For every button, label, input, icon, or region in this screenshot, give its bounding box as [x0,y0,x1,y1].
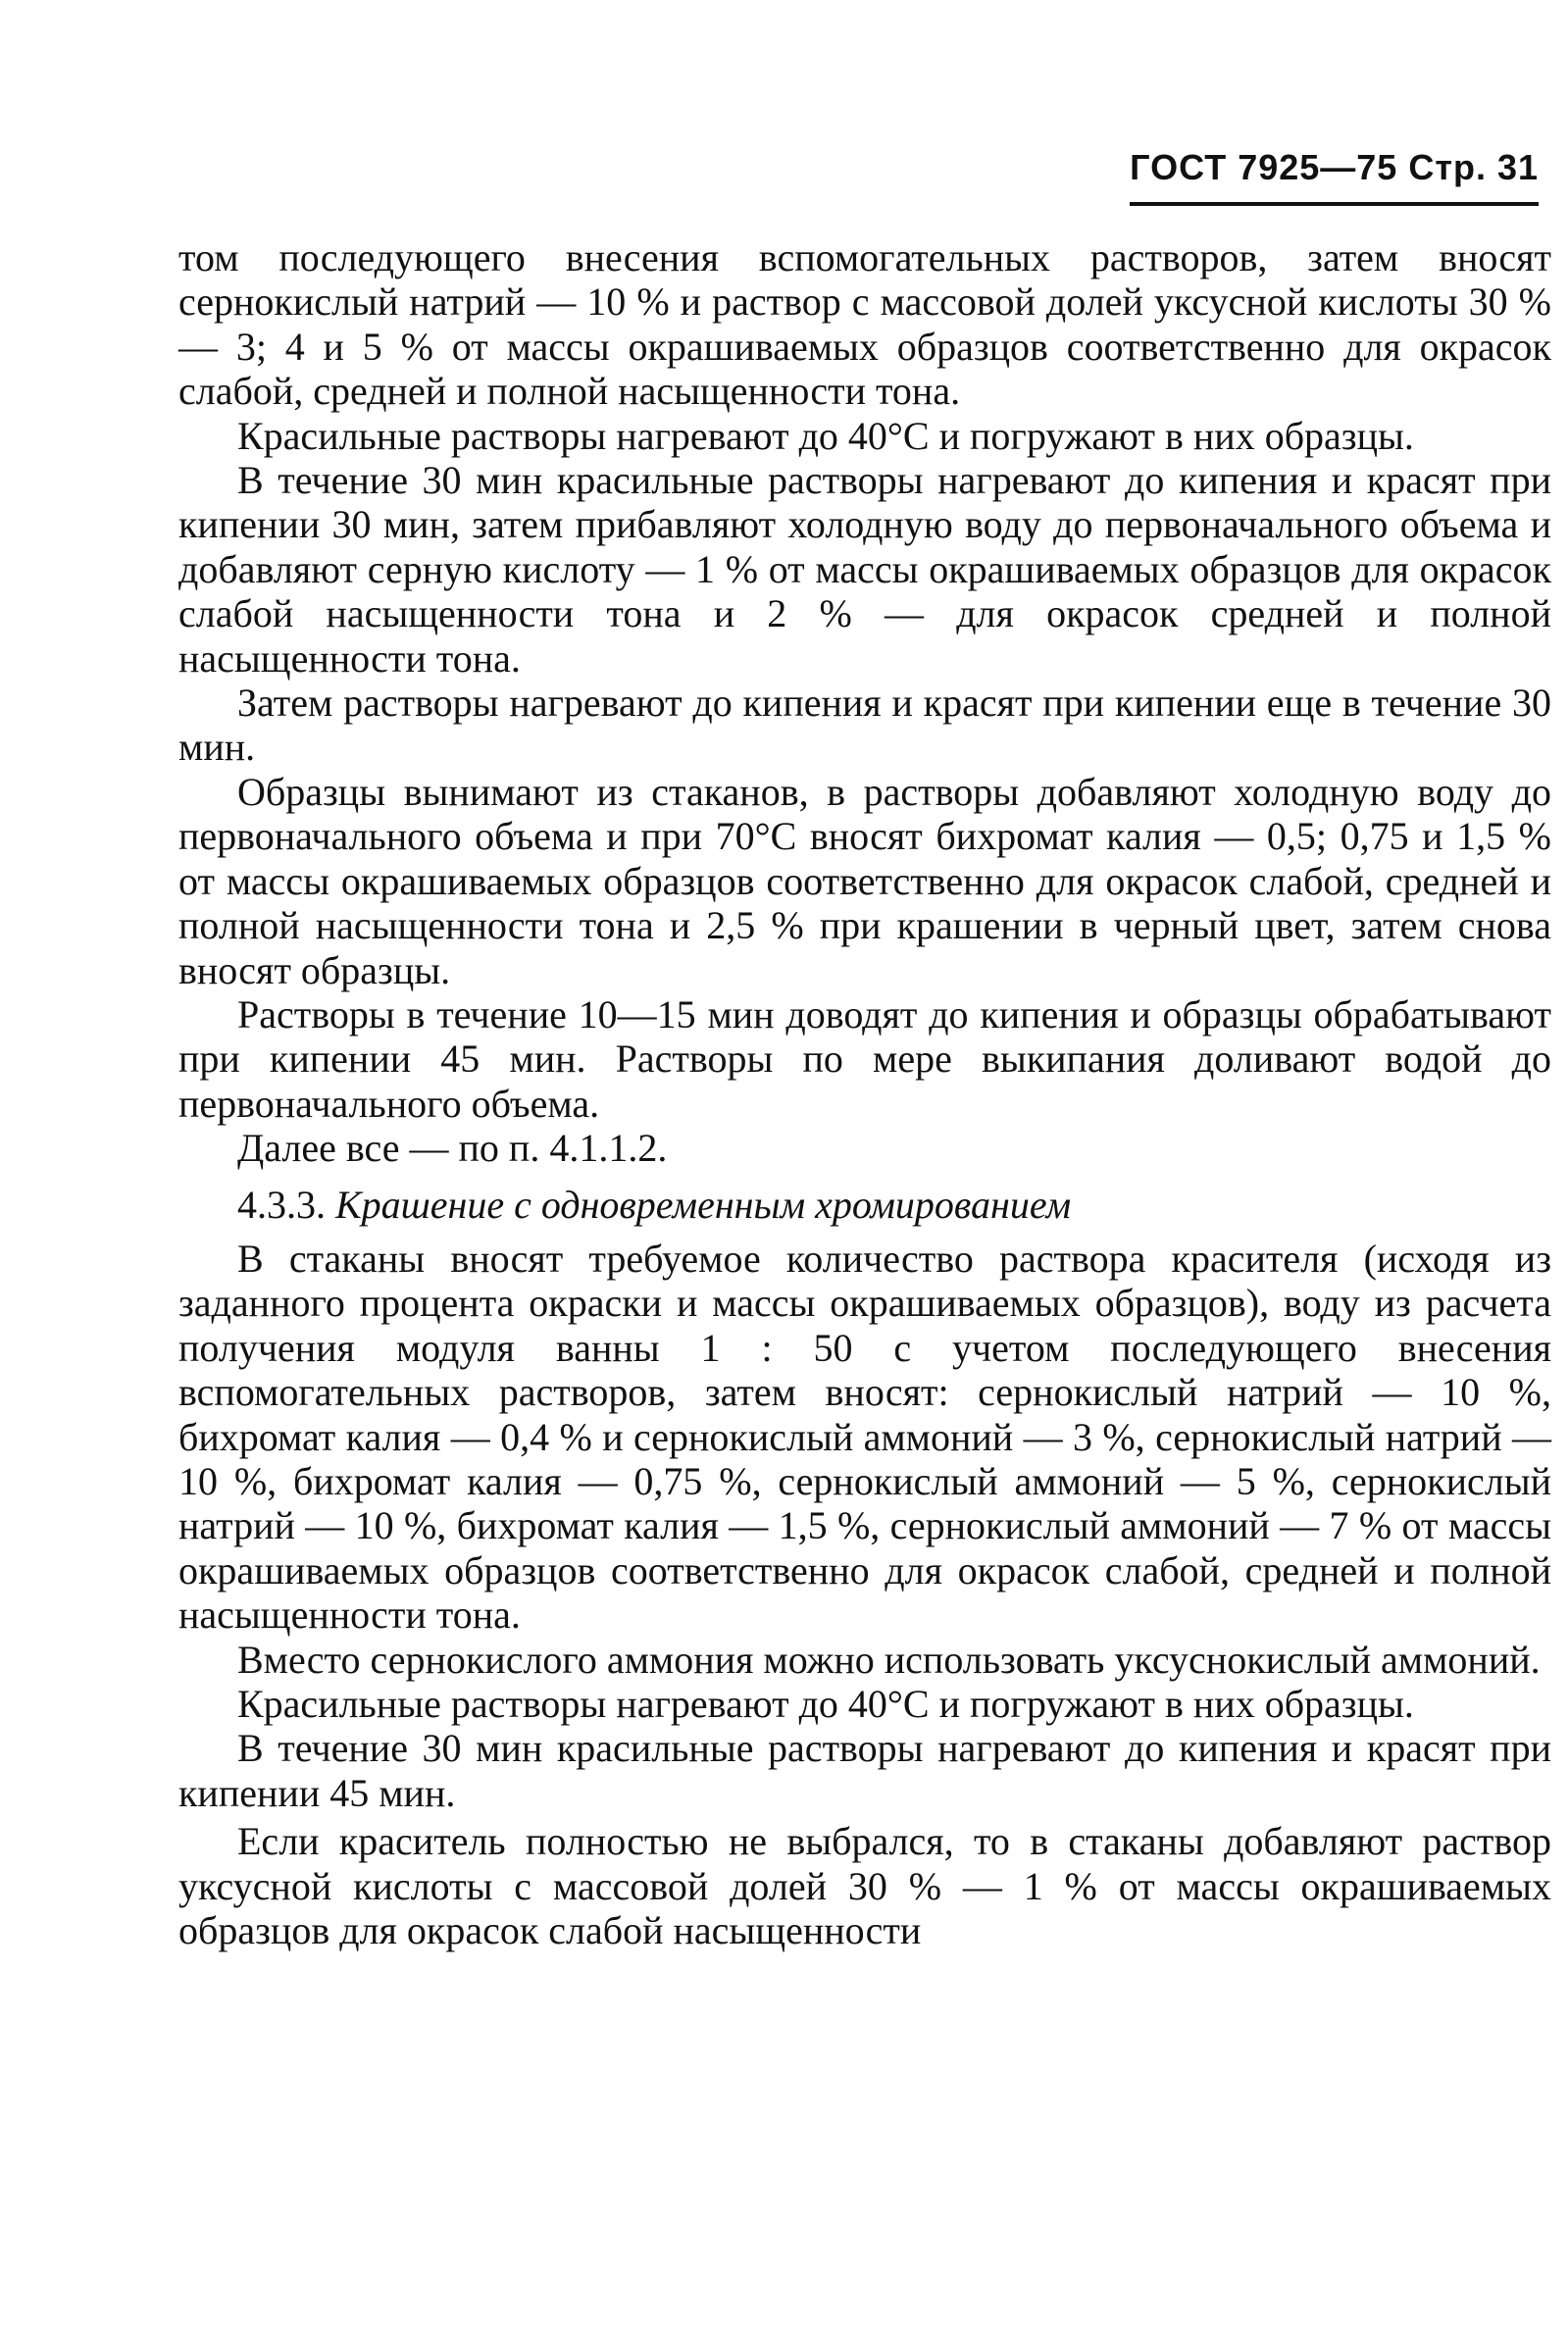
document-body [178,235,1551,1952]
paragraph: Растворы в течение 10—15 мин доводят до кипения и образцы обрабатывают при кипении 45 мин. Растворы по мере выкипания доливают водой до первоначального объема. [178,991,1551,1126]
paragraph: В течение 30 мин красильные растворы нагревают до кипения и красят при кипении 30 мин, затем прибавляют холодную воду до первоначального объема и добавляют серную кислоту — 1 % от массы окрашиваемых образцов для окрасок слабой насыщенности тона и 2 % — для окрасок средней и полной насыщенности тона. [178,458,1551,681]
paragraph: В стаканы вносят требуемое количество раствора красителя (исходя из заданного процента окраски и массы окрашиваемых образцов), воду из расчета получения модуля ванны 1 : 50 с учетом последующего внесения вспомогательных растворов, затем вносят: сернокислый натрий — 10 %, бихромат калия — 0,4 % и сернокислый аммоний — 3 %, сернокислый натрий — 10 %, бихромат калия — 0,75 %, сернокислый аммоний — 5 %, сернокислый натрий — 10 %, бихромат калия — 1,5 %, сернокислый аммоний — 7 % от массы окрашиваемых образцов соответственно для окрасок слабой, средней и полной насыщенности тона. [178,1236,1551,1638]
header-title: ГОСТ 7925—75 Стр. 31 [1130,147,1539,206]
page-header [1130,147,1539,206]
paragraph: Образцы вынимают из стаканов, в растворы добавляют холодную воду до первоначального объема и при 70°С вносят бихромат калия — 0,5; 0,75 и 1,5 % от массы окрашиваемых образцов соответственно для окрасок слабой, средней и полной насыщенности тона и 2,5 % при крашении в черный цвет, затем снова вносят образцы. [178,769,1551,992]
paragraph: В течение 30 мин красильные растворы нагревают до кипения и красят при кипении 45 мин. [178,1726,1551,1815]
section-title: Крашение с одновременным хромированием [335,1182,1072,1227]
paragraph: Вместо сернокислого аммония можно использовать уксуснокислый аммоний. [237,1637,1541,1682]
section-number: 4.3.3. [237,1182,326,1227]
section-heading [178,1183,1551,1227]
paragraph: Если краситель полностью не выбрался, то в стаканы добавляют раствор уксусной кислоты с массовой долей 30 % — 1 % от массы окрашиваемых образцов для окрасок слабой насыщенности [178,1819,1551,1953]
paragraph: том последующего внесения вспомогательных растворов, затем вносят сернокислый натрий — 10 % и раствор с массовой долей уксусной кислоты 30 % — 3; 4 и 5 % от массы окрашиваемых образцов соответственно для окрасок слабой, средней и полной насыщенности тона. [178,235,1551,414]
paragraph: Красильные растворы нагревают до 40°С и погружают в них образцы. [237,413,1414,458]
paragraph: Затем растворы нагревают до кипения и красят при кипении еще в течение 30 мин. [178,681,1551,770]
paragraph: Далее все — по п. 4.1.1.2. [237,1126,668,1171]
paragraph: Красильные растворы нагревают до 40°С и погружают в них образцы. [237,1682,1414,1726]
